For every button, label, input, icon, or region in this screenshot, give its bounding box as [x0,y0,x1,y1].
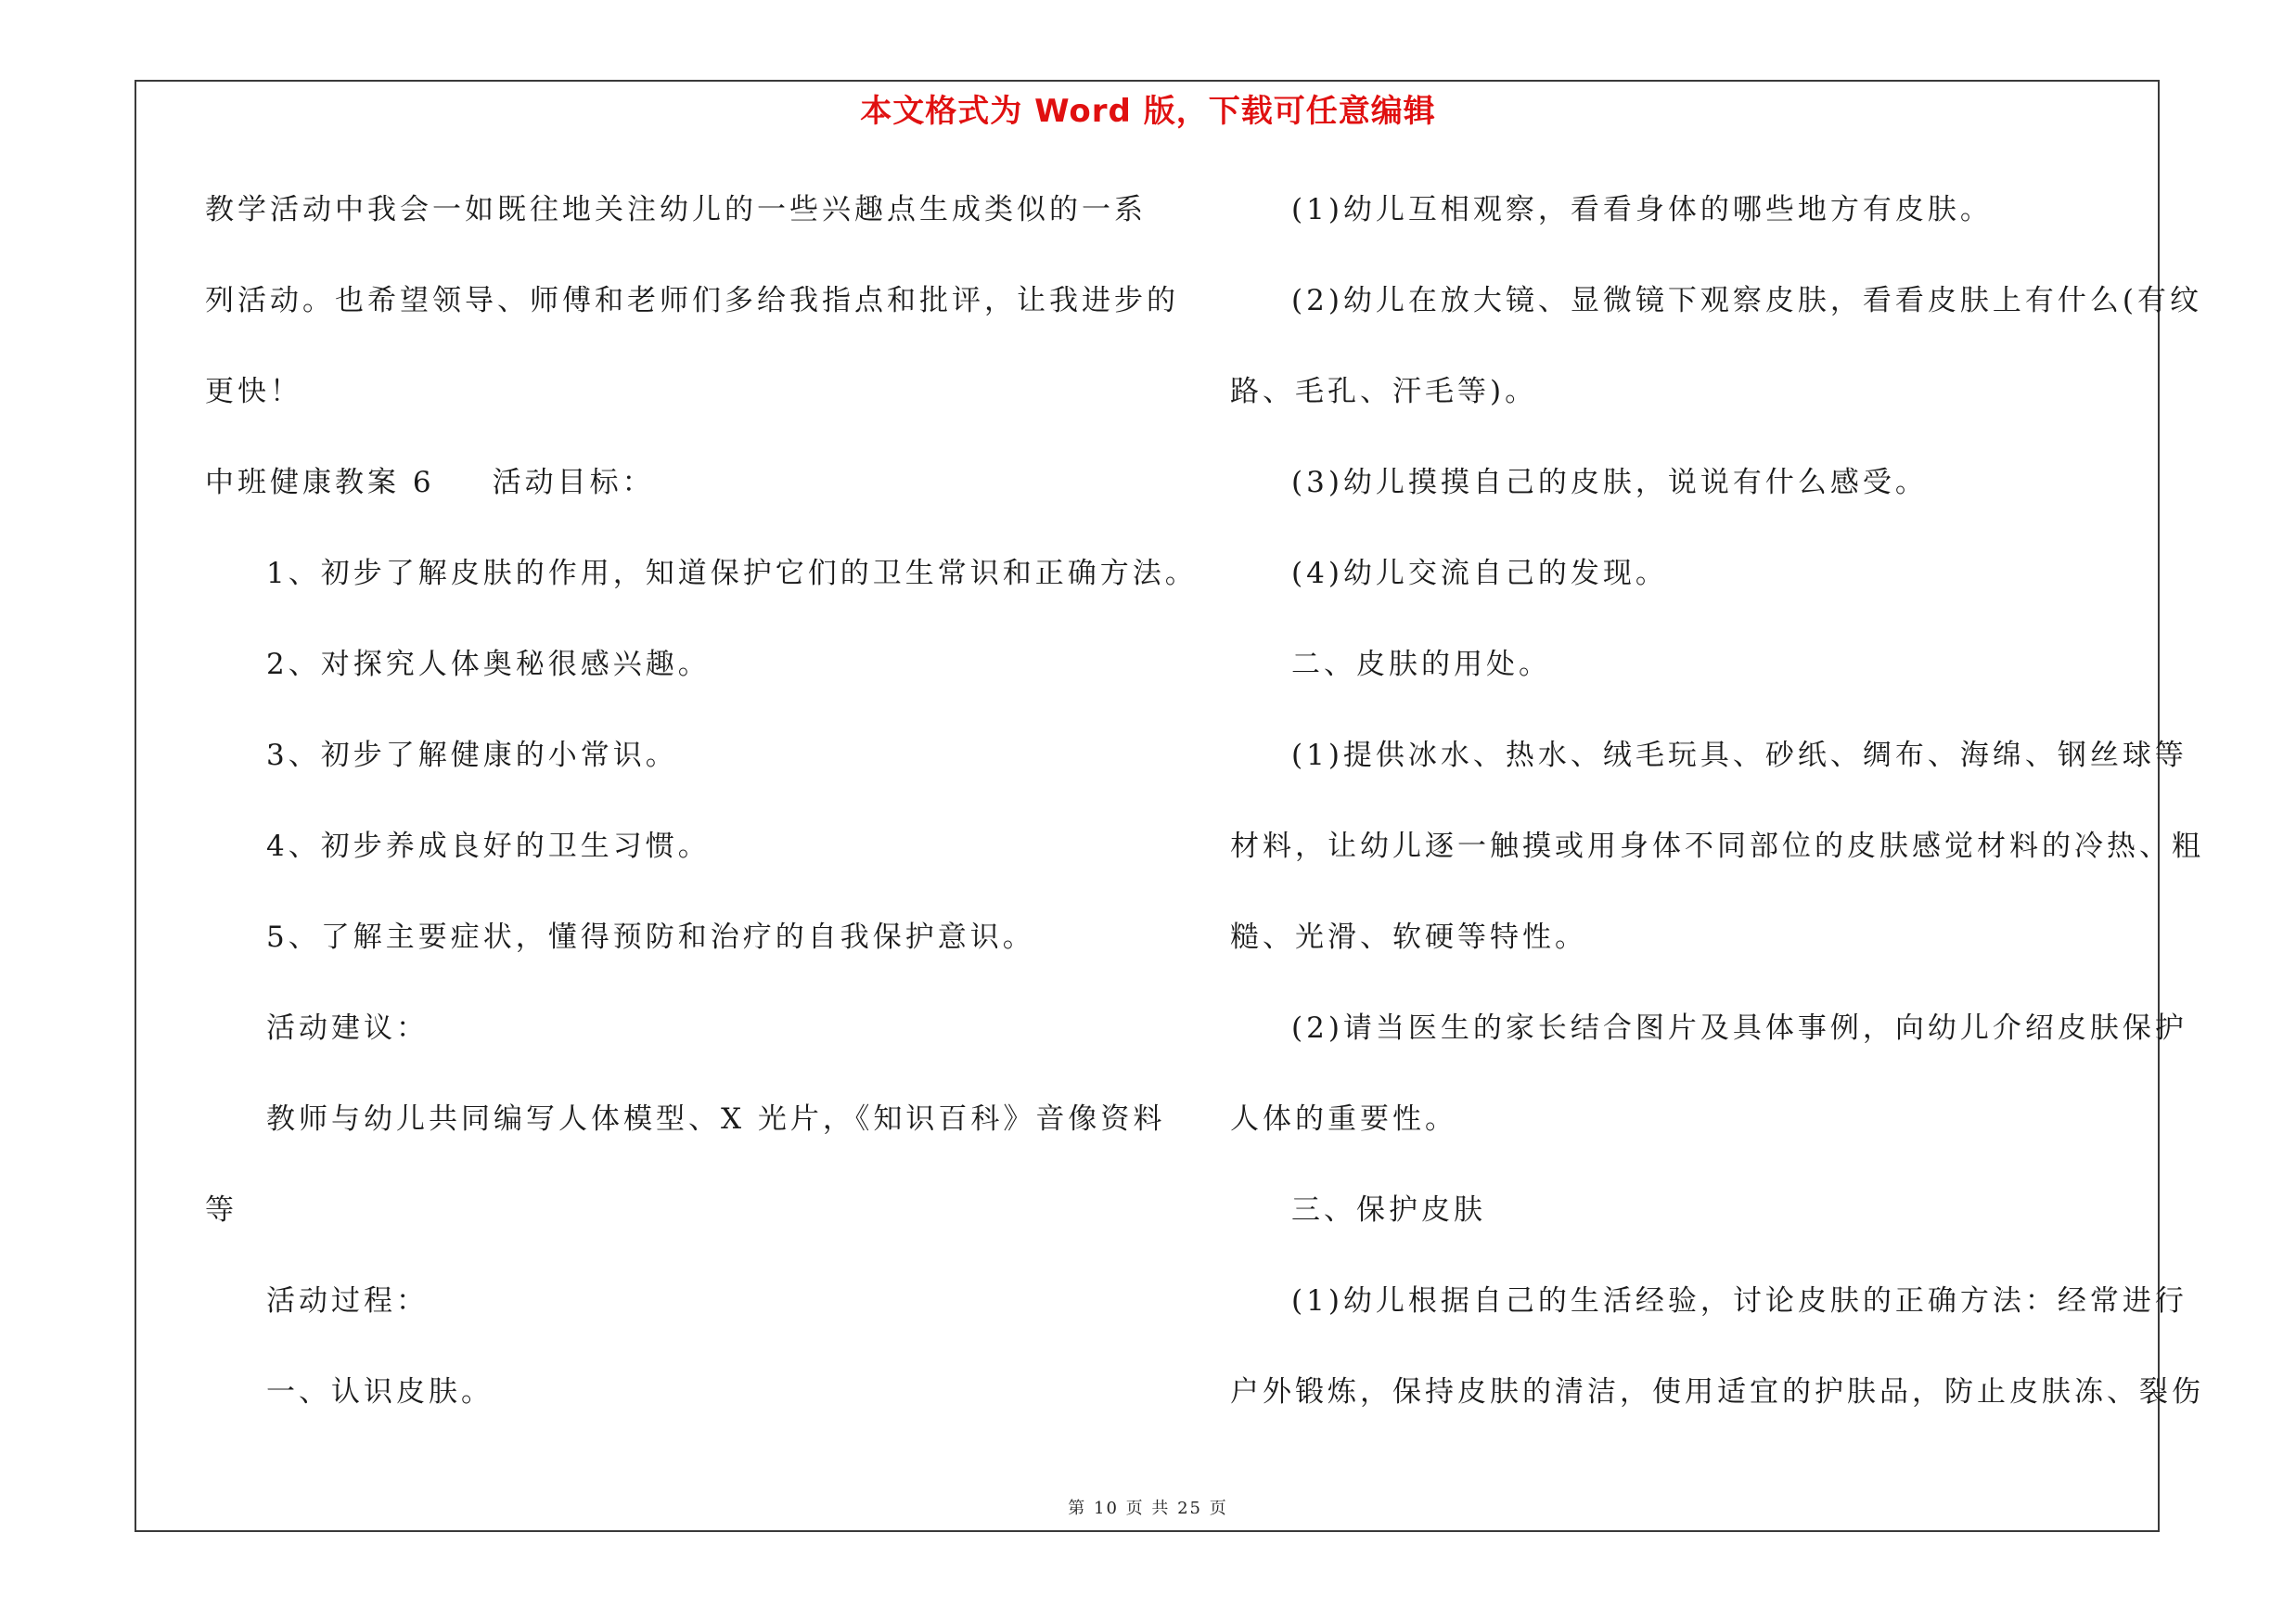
step-line: (2)幼儿在放大镜、显微镜下观察皮肤，看看皮肤上有什么(有纹 [1291,284,2203,317]
goal-item: 4、初步养成良好的卫生习惯。 [266,830,711,863]
format-notice: 本文格式为 Word 版，下载可任意编辑 [860,93,1436,130]
lesson-title: 中班健康教案 6 [205,466,435,499]
section-heading: 二、皮肤的用处。 [1291,648,1551,681]
step-line: (1)幼儿互相观察，看看身体的哪些地方有皮肤。 [1291,193,1993,226]
right-column [1230,0,2204,1623]
step-line: 户外锻炼，保持皮肤的清洁，使用适宜的护肤品，防止皮肤冻、裂伤 [1230,1375,2204,1409]
paragraph-line: 列活动。也希望领导、师傅和老师们多给我指点和批评，让我进步的 [205,284,1179,317]
step-line: (1)提供冰水、热水、绒毛玩具、砂纸、绸布、海绵、钢丝球等 [1291,739,2187,772]
step-line: 人体的重要性。 [1230,1102,1457,1136]
goal-item: 5、了解主要症状，懂得预防和治疗的自我保护意识。 [266,921,1035,954]
section-heading: 三、保护皮肤 [1291,1193,1486,1227]
paragraph-line: 更快！ [205,375,302,408]
section-heading: 一、认识皮肤。 [266,1375,494,1409]
section-heading-line [205,464,655,501]
activity-goals-heading: 活动目标： [492,466,655,499]
step-line: 糙、光滑、软硬等特性。 [1230,921,1587,954]
step-line: (2)请当医生的家长结合图片及具体事例，向幼儿介绍皮肤保护 [1291,1011,2187,1045]
step-line: (3)幼儿摸摸自己的皮肤，说说有什么感受。 [1291,466,1928,499]
step-line: (1)幼儿根据自己的生活经验，讨论皮肤的正确方法：经常进行 [1291,1284,2187,1318]
page-number: 第 10 页 共 25 页 [1068,1499,1228,1518]
paragraph-line: 教学活动中我会一如既往地关注幼儿的一些兴趣点生成类似的一系 [205,193,1147,226]
left-column [205,0,1198,1623]
goal-item: 2、对探究人体奥秘很感兴趣。 [266,648,711,681]
goal-item: 3、初步了解健康的小常识。 [266,739,678,772]
paragraph-line: 等 [205,1193,237,1227]
step-line: 路、毛孔、汗毛等)。 [1230,375,1538,408]
step-line: (4)幼儿交流自己的发现。 [1291,557,1668,590]
activity-suggestion-heading: 活动建议： [266,1011,429,1045]
paragraph-line: 教师与幼儿共同编写人体模型、X 光片，《知识百科》音像资料 [266,1102,1166,1136]
goal-item: 1、初步了解皮肤的作用，知道保护它们的卫生常识和正确方法。 [266,557,1198,590]
step-line: 材料，让幼儿逐一触摸或用身体不同部位的皮肤感觉材料的冷热、粗 [1230,830,2204,863]
activity-process-heading: 活动过程： [266,1284,429,1318]
